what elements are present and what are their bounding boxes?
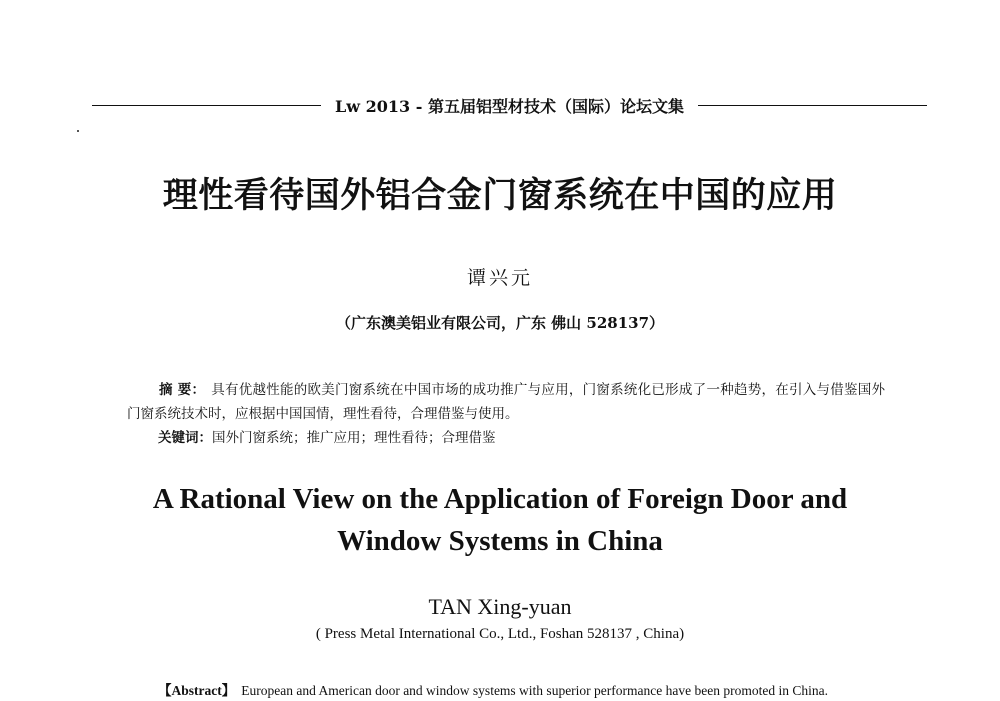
english-abstract-label: 【Abstract】 [158,683,236,698]
chinese-author: 谭兴元 [466,267,533,289]
english-affiliation: ( Press Metal International Co., Ltd., Foshan 528137 , China) [315,626,685,642]
running-header-text: Lw 2013 - 第五届铝型材技术（国际）论坛文集 [335,96,684,116]
chinese-keywords-text: 国外门窗系统；推广应用；理性看待；合理借鉴 [212,430,496,446]
english-title [0,478,1000,562]
running-header [92,94,927,116]
scan-speck [77,130,79,132]
english-author: TAN Xing-yuan [428,594,572,619]
chinese-keywords-label: 关键词： [158,430,212,446]
english-abstract-text: European and American door and window systems with superior performance have been promoted in China. [241,683,828,698]
english-abstract [158,679,898,699]
english-title-line1: A Rational View on the Application of Foreign Door and [152,483,848,515]
header-rule-left [92,105,321,106]
chinese-affiliation: （广东澳美铝业有限公司，广东 佛山 528137） [335,314,665,332]
chinese-abstract-label: 摘 要： [159,382,206,398]
chinese-title: 理性看待国外铝合金门窗系统在中国的应用 [162,176,838,216]
chinese-abstract [127,378,885,426]
english-title-line2: Window Systems in China [337,525,663,557]
header-rule-right [698,105,927,106]
chinese-keywords [158,428,878,448]
chinese-abstract-text: 具有优越性能的欧美门窗系统在中国市场的成功推广与应用，门窗系统化已形成了一种趋势，在引入与借鉴国外门窗系统技术时，应根据中国国情，理性看待，合理借鉴与使用。 [127,382,886,422]
